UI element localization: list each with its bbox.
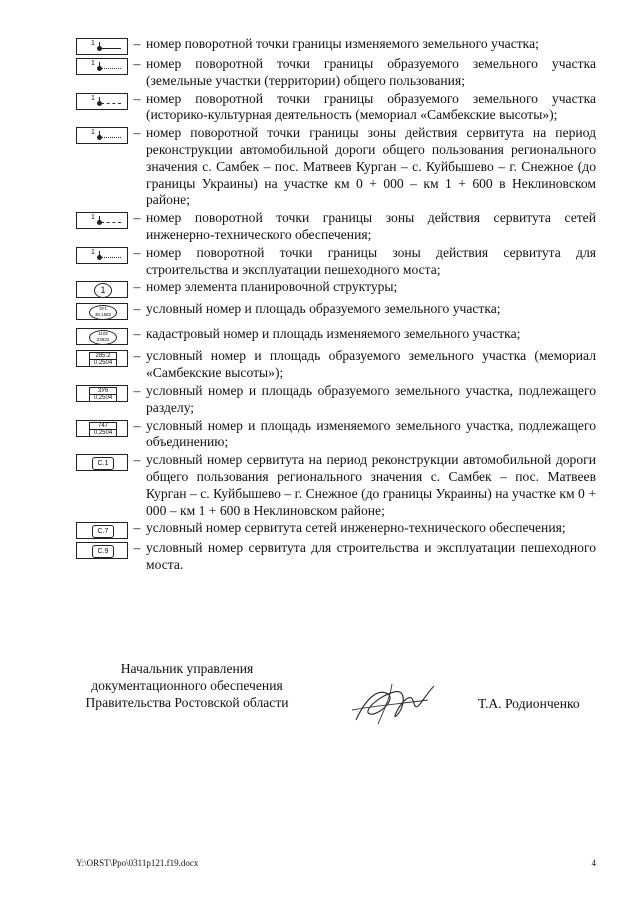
legend-symbol-icon xyxy=(76,38,128,55)
box-label: 747 0,2504 xyxy=(89,422,117,437)
legend-symbol-icon xyxy=(76,247,128,264)
legend-text: условный номер сервитута сетей инженерно-технического обеспечения; xyxy=(146,520,566,536)
legend-dash: – xyxy=(133,57,141,72)
legend-dash: – xyxy=(133,327,141,343)
legend-text: номер элемента планировочной структуры; xyxy=(146,279,398,295)
point-number-label: 1 xyxy=(91,40,95,47)
legend-text: номер поворотной точки границы зоны действия сервитута сетей инженерно-технического обеспечения; xyxy=(146,210,596,242)
handwritten-signature-icon xyxy=(348,680,438,728)
servitude-label: С.7 xyxy=(92,525,114,538)
legend-list xyxy=(76,36,596,574)
legend-item xyxy=(76,91,596,125)
legend-dash: – xyxy=(133,418,141,434)
legend-dash: – xyxy=(133,521,141,537)
legend-dash: – xyxy=(133,91,141,107)
legend-text: номер поворотной точки границы образуемого земельного участка (историко-культурная деятельность (мемориал «Самбекские высоты»); xyxy=(146,90,596,123)
legend-symbol-icon xyxy=(76,350,128,367)
legend-dash: – xyxy=(133,453,141,469)
legend-symbol-icon xyxy=(76,127,128,144)
legend-text: условный номер и площадь образуемого земельного участка, подлежащего разделу; xyxy=(146,382,596,415)
page-footer xyxy=(76,858,596,868)
legend-symbol-icon xyxy=(76,542,128,559)
legend-dash: – xyxy=(133,302,141,318)
legend-text: номер поворотной точки границы зоны действия сервитута для строительства и эксплуатации пешеходного моста; xyxy=(146,244,596,277)
legend-symbol-icon xyxy=(76,420,128,437)
signer-title-line3: Правительства Ростовской области xyxy=(85,695,289,710)
signer-name: Т.А. Родионченко xyxy=(478,696,580,711)
legend-dash: – xyxy=(133,37,141,52)
box-label: ЗУ6 0,2504 xyxy=(89,387,117,402)
legend-text: номер поворотной точки границы изменяемого земельного участка; xyxy=(146,36,539,51)
legend-text: условный номер и площадь изменяемого земельного участка, подлежащего объединению; xyxy=(146,417,596,450)
legend-item xyxy=(76,301,596,320)
signer-title xyxy=(72,660,302,711)
legend-text: кадастровый номер и площадь изменяемого земельного участка; xyxy=(146,326,521,342)
legend-item xyxy=(76,245,596,279)
circle-number-label: 1 xyxy=(94,283,112,298)
legend-symbol-icon xyxy=(76,522,128,539)
legend-dash: – xyxy=(133,126,141,142)
legend-item xyxy=(76,452,596,519)
legend-item xyxy=(76,210,596,244)
legend-item xyxy=(76,326,596,345)
page-number: 4 xyxy=(591,858,596,868)
legend-dash: – xyxy=(133,383,141,399)
legend-symbol-icon xyxy=(76,212,128,229)
legend-symbol-icon xyxy=(76,58,128,75)
legend-symbol-icon xyxy=(76,281,128,298)
signer-title-line1: Начальник управления xyxy=(120,661,254,676)
legend-symbol-icon xyxy=(76,454,128,471)
point-number-label: 1 xyxy=(91,214,95,222)
point-number-label: 1 xyxy=(91,94,95,102)
legend-dash: – xyxy=(133,280,141,296)
legend-item xyxy=(76,418,596,452)
legend-item xyxy=(76,279,596,298)
box-label: 285:2 0,2504 xyxy=(89,352,117,367)
legend-dash: – xyxy=(133,541,141,557)
legend-dash: – xyxy=(133,211,141,227)
servitude-label: С.1 xyxy=(92,457,114,470)
legend-text: номер поворотной точки границы образуемого земельного участка (земельные участки (территории) общего пользования; xyxy=(146,56,596,88)
legend-text: номер поворотной точки границы зоны действия сервитута на период реконструкции автомобильной дороги общего пользования регионального значения с. Самбек – пос. Матвеев Курган – с. Куйбышево – г. Снежное (до границы Украины) на участке км 0 + 000 – км 1 + 600 в Неклиновском районе; xyxy=(146,125,596,208)
legend-symbol-icon xyxy=(76,303,128,320)
point-number-label: 1 xyxy=(91,129,95,137)
legend-item xyxy=(76,540,596,574)
legend-symbol-icon xyxy=(76,328,128,345)
ellipse-label: ЗУ1 38.1582 xyxy=(89,305,117,320)
legend-item xyxy=(76,125,596,209)
file-path: Y:\ORST\Ppo\0311p121.f19.docx xyxy=(76,858,199,868)
legend-text: условный номер сервитута для строительства и эксплуатации пешеходного моста. xyxy=(146,540,596,573)
legend-text: условный номер сервитута на период реконструкции автомобильной дороги общего пользования регионального значения с. Самбек – пос. Матвеев Курган – с. Куйбышево – г. Снежное (до границы Украины) на участке км 0 + 000 – км 1 + 600 в Неклиновском районе; xyxy=(146,452,596,518)
point-number-label: 1 xyxy=(91,60,95,67)
legend-item xyxy=(76,520,596,539)
legend-item xyxy=(76,36,596,55)
legend-item xyxy=(76,348,596,382)
ellipse-label: 1102 23932 xyxy=(89,330,117,345)
legend-item xyxy=(76,56,596,90)
legend-text: условный номер и площадь образуемого земельного участка; xyxy=(146,301,501,317)
legend-symbol-icon xyxy=(76,385,128,402)
point-number-label: 1 xyxy=(91,248,95,256)
signer-title-line2: документационного обеспечения xyxy=(91,678,283,693)
legend-symbol-icon xyxy=(76,93,128,110)
legend-item xyxy=(76,383,596,417)
legend-text: условный номер и площадь образуемого земельного участка (мемориал «Самбекские высоты»); xyxy=(146,348,596,381)
legend-dash: – xyxy=(133,349,141,365)
legend-dash: – xyxy=(133,245,141,261)
signature-block xyxy=(0,660,640,730)
servitude-label: С.9 xyxy=(92,545,114,558)
